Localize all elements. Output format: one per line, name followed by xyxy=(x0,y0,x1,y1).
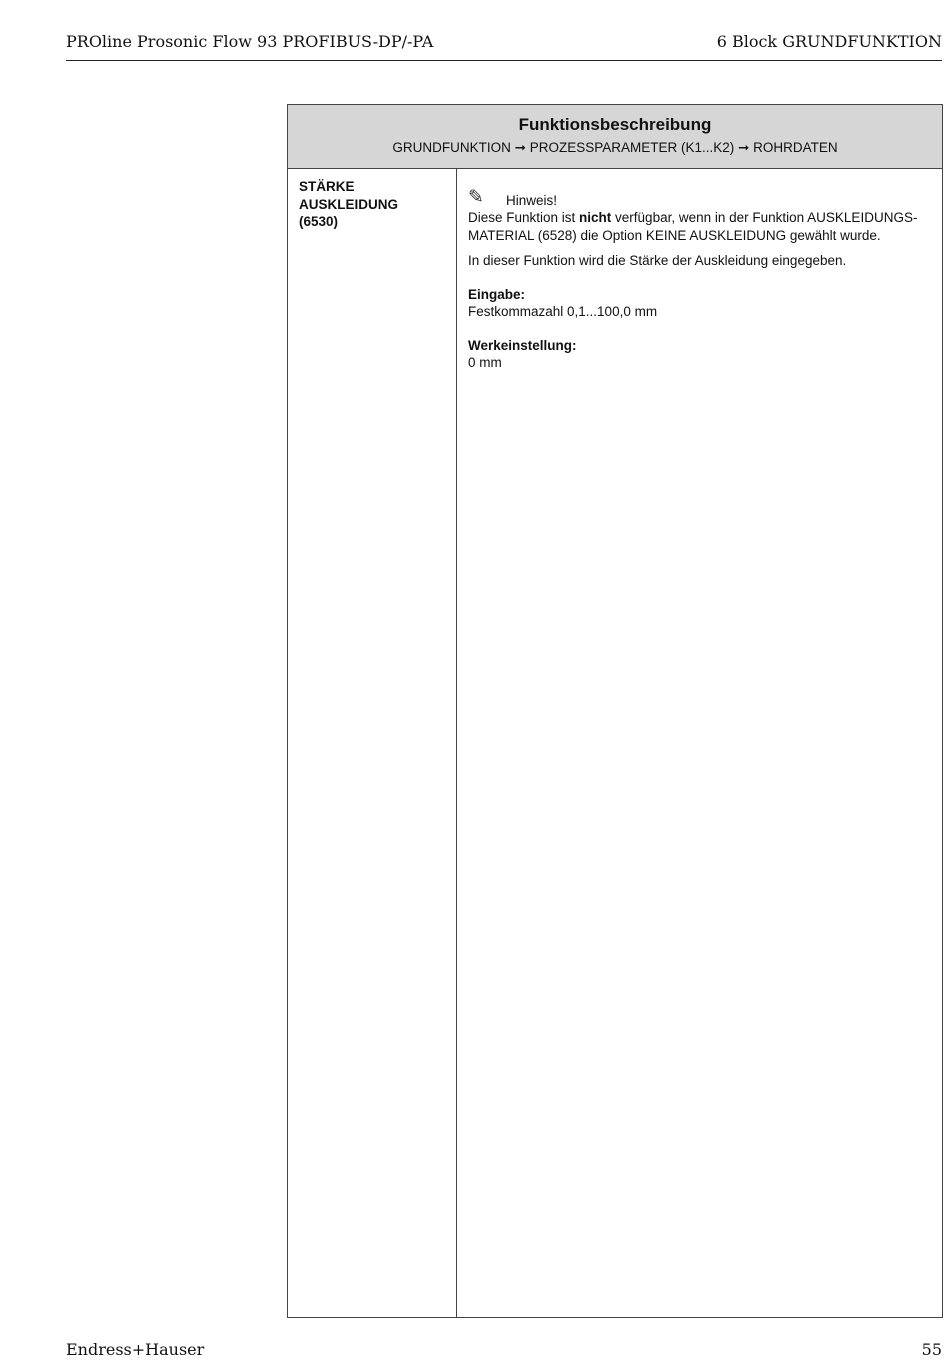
function-table xyxy=(287,104,943,1318)
function-name-line1: STÄRKE xyxy=(299,179,355,194)
function-name-line2: AUSKLEIDUNG xyxy=(299,196,399,212)
input-label: Eingabe: xyxy=(468,286,526,302)
note-text xyxy=(468,209,934,244)
column-divider xyxy=(456,169,457,1317)
function-name xyxy=(299,178,449,231)
input-value: Festkommazahl 0,1...100,0 mm xyxy=(468,304,658,319)
pencil-icon: ✎ xyxy=(468,187,484,208)
note-text-start: Diese Funktion ist xyxy=(468,210,580,225)
function-description xyxy=(468,189,934,372)
document-title: PROline Prosonic Flow 93 PROFIBUS-DP/-PA xyxy=(66,32,434,51)
table-header xyxy=(288,105,942,169)
page-header xyxy=(66,30,942,61)
default-label: Werkeinstellung: xyxy=(468,337,577,353)
description-text: In dieser Funktion wird die Stärke der Auskleidung eingegeben. xyxy=(468,253,847,268)
brand-name: Endress+Hauser xyxy=(66,1340,205,1359)
note-heading xyxy=(468,189,934,209)
page-number: 55 xyxy=(921,1340,942,1359)
note-text-emphasis: nicht xyxy=(579,210,612,225)
note-text-end: verfügbar, wenn in der Funktion AUSKLEIDUNGS-MATERIAL (6528) die Option KEINE AUSKLEIDUNG gewählt wurde. xyxy=(468,210,918,243)
function-code: (6530) xyxy=(299,214,339,229)
chapter-title: 6 Block GRUNDFUNKTION xyxy=(716,32,942,51)
menu-path: GRUNDFUNKTION ➞ PROZESSPARAMETER (K1...K2) ➞ ROHRDATEN xyxy=(392,140,838,155)
table-title: Funktionsbeschreibung xyxy=(518,115,712,134)
default-value: 0 mm xyxy=(468,355,502,370)
note-label: Hinweis! xyxy=(506,193,558,208)
